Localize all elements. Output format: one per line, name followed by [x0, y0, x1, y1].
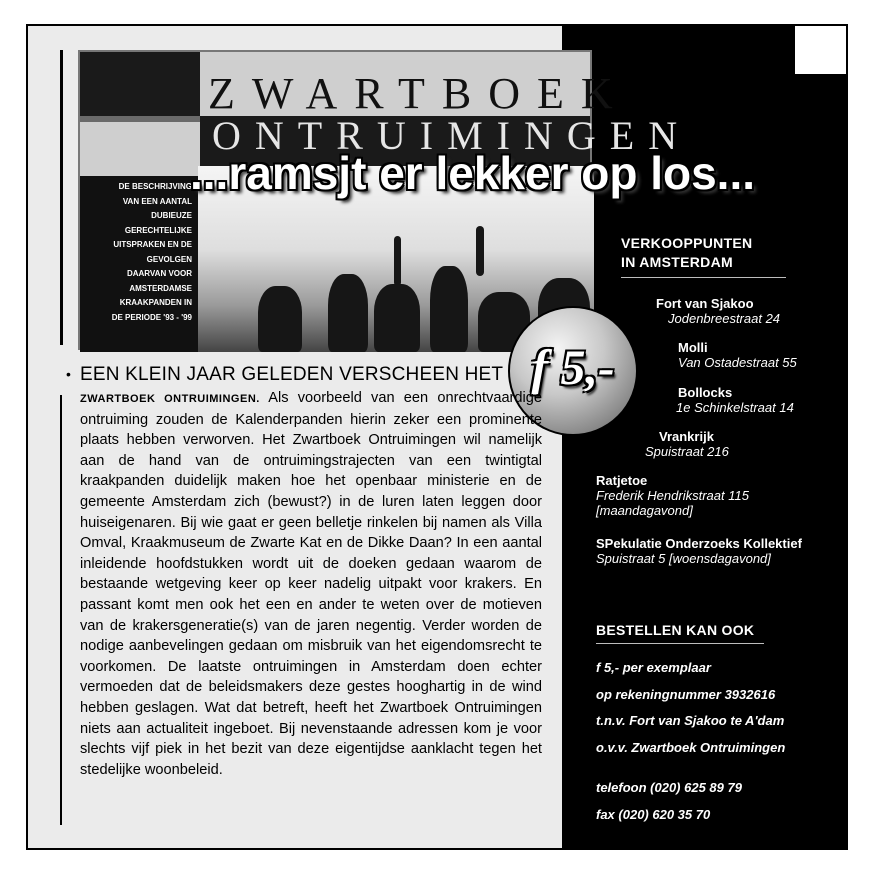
vertical-rule-top: [60, 50, 63, 345]
shop-entry: [656, 296, 780, 326]
cover-desc-line: UITSPRAKEN EN DE: [113, 240, 192, 249]
cover-desc-line: DE PERIODE '93 - '99: [111, 312, 192, 322]
cover-desc-line: KRAAKPANDEN IN: [119, 298, 192, 307]
cover-desc-line: DAARVAN VOOR: [126, 269, 192, 278]
shop-name: Fort van Sjakoo: [656, 296, 754, 311]
shop-address: Spuistraat 216: [645, 444, 729, 459]
shop-note: [maandagavond]: [596, 503, 693, 518]
cover-title-2: ONTRUIMINGEN: [212, 113, 692, 158]
photo-figure: [258, 286, 302, 352]
shop-entry: [596, 473, 749, 518]
vertical-rule-bottom: [60, 395, 62, 825]
cover-stripe: [80, 116, 200, 122]
shop-address: Van Ostadestraat 55: [678, 355, 797, 370]
order-line: t.n.v. Fort van Sjakoo te A'dam: [596, 713, 785, 728]
shop-entry: [678, 340, 797, 370]
shop-address: Jodenbreestraat 24: [668, 311, 781, 326]
shop-address: Spuistraat 5 [woensdagavond]: [596, 551, 771, 566]
photo-figure: [430, 266, 468, 352]
article-lead: EEN KLEIN JAAR GELEDEN VERSCHEEN HET: [80, 364, 504, 385]
phone-number: telefoon (020) 625 89 79: [596, 780, 742, 795]
photo-figure: [374, 284, 420, 352]
shop-address: 1e Schinkelstraat 14: [676, 400, 794, 415]
order-rule: [596, 643, 764, 644]
photo-raised-fist: [476, 226, 484, 276]
cover-desc-line: VAN EEN AANTAL: [122, 196, 192, 206]
shop-name: Ratjetoe: [596, 473, 648, 488]
photo-figure: [328, 274, 368, 352]
headline: ...ramsjt er lekker op los...: [190, 147, 756, 199]
shop-entry: [645, 429, 729, 459]
shop-name: Bollocks: [678, 385, 733, 400]
article-body: [80, 388, 542, 780]
order-line: op rekeningnummer 3932616: [596, 687, 776, 702]
cover-black-block: [80, 52, 200, 116]
bullet-icon: •: [66, 366, 71, 382]
fax-number: fax (020) 620 35 70: [596, 807, 711, 822]
sales-heading-line: VERKOOPPUNTEN: [621, 235, 753, 251]
order-heading: BESTELLEN KAN OOK: [596, 622, 755, 638]
order-line: f 5,- per exemplaar: [596, 660, 711, 675]
sales-heading-line: IN AMSTERDAM: [621, 254, 733, 270]
cover-description: [80, 176, 198, 352]
sales-rule: [621, 277, 786, 278]
sales-heading: [621, 234, 752, 272]
photo-raised-fist: [394, 236, 401, 286]
shop-name: Vrankrijk: [659, 429, 714, 444]
corner-notch: [795, 26, 846, 74]
shop-name: SPekulatie Onderzoeks Kollektief: [596, 536, 802, 551]
article-text: Als voorbeeld van een onrechtvaardige ontruiming zouden de Kalenderpanden hierin zeker een prominente plaats hebben verworven. Het Zwartboek Ontruimingen wil namelijk aan de hand van de ontruimingstrajecten van een twintigtal kraakpanden duidelijk maken hoe het openbaar ministerie en de gemeente Amsterdam zich (bewust?) in de luren laten leggen door huiseigenaren. Bij wie gaat er geen belletje rinkelen bij namen als Villa Omval, Kraakmuseum de Zwarte Kat en de Dikke Daan? In een aantal inleidende hoofdstukken wordt uit de doeken gedaan waarom de bestaande wetgeving keer op keer nadelig uitpakt voor krakers. En passant komt men ook het een en ander te weten over de motieven van de krakersgeneratie(s) van de jaren negentig. Verder worden de nodige aanbevelingen gedaan om misbruik van het eigendomsrecht te voorkomen. De laatste ontruimingen in Amsterdam doen echter vermoeden dat de beleidsmakers deze gestes hooghartig in de wind hebben geslagen. Wat dat betreft, heeft het Zwartboek Ontruimingen niets aan actualiteit ingeboet. Bij nevenstaande adressen kom je voor slechts vijf piek in het bezit van deze eigentijdse aanklacht tegen het stedelijke woonbeleid.: [80, 390, 543, 778]
shop-entry: [676, 385, 794, 415]
shop-entry: [596, 536, 802, 566]
cover-desc-line: DUBIEUZE: [151, 211, 192, 220]
shop-name: Molli: [678, 340, 708, 355]
price-label: f 5,-: [531, 339, 615, 395]
shop-address: Frederik Hendrikstraat 115: [596, 488, 749, 503]
cover-desc-line: GEVOLGEN: [146, 254, 192, 264]
cover-desc-line: GERECHTELIJKE: [124, 225, 192, 235]
cover-desc-line: DE BESCHRIJVING: [118, 182, 192, 191]
order-line: o.v.v. Zwartboek Ontruimingen: [596, 740, 786, 755]
cover-desc-line: AMSTERDAMSE: [129, 283, 192, 293]
cover-title-1: ZWARTBOEK: [208, 69, 630, 118]
book-title-caps: ZWARTBOEK ONTRUIMINGEN.: [80, 393, 260, 405]
